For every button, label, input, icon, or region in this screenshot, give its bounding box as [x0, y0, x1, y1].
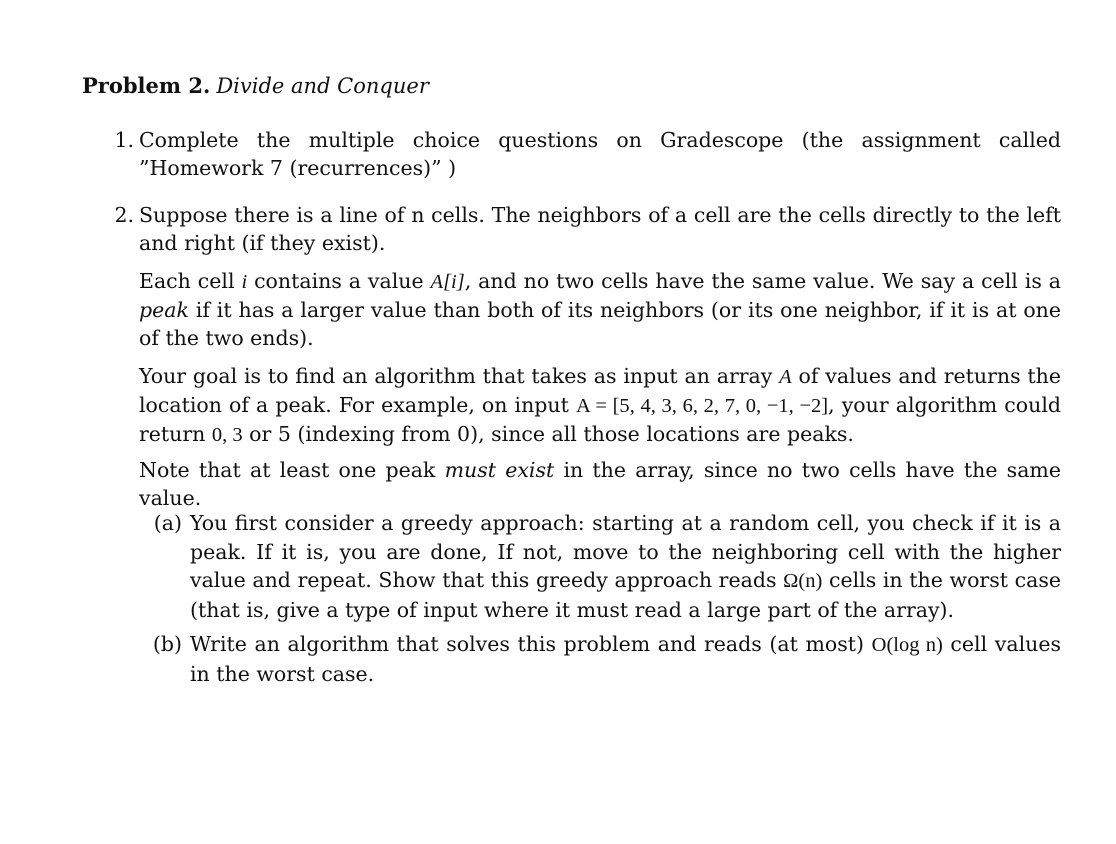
example-returns: 0, 3	[211, 424, 243, 446]
expr-o-log-n: O(log n)	[871, 634, 943, 656]
item-2-paragraph-4: Note that at least one peak must exist in the array, since no two cells have the same value.	[139, 458, 1061, 510]
expr-a-of-i: A[i]	[430, 271, 465, 293]
subitem-b-text: Write an algorithm that solves this problem and reads (at most) O(log n) cell values in the worst case.	[190, 632, 1061, 686]
var-a: A	[779, 366, 792, 388]
item-2-paragraph-1: Suppose there is a line of n cells. The neighbors of a cell are the cells directly to the left and right (if they exist).	[139, 203, 1061, 255]
subitem-a-label: (a)	[153, 511, 182, 535]
emph-must-exist: must exist	[444, 458, 555, 482]
expr-omega-n: Ω(n)	[783, 570, 823, 592]
var-i: i	[241, 271, 248, 293]
item-2-paragraph-2: Each cell i contains a value A[i], and no two cells have the same value. We say a cell is a peak if it has a larger value than both of its neighbors (or its one neighbor, if it is at one of the two ends).	[139, 269, 1062, 350]
problem-heading	[82, 72, 429, 100]
subitem-b-label: (b)	[152, 632, 182, 656]
term-peak: peak	[139, 298, 189, 322]
problem-label: Problem 2.	[82, 73, 211, 98]
item-1-text: Complete the multiple choice questions on Gradescope (the assignment called ”Homework 7 (recurrences)” )	[139, 128, 1061, 180]
item-2-paragraph-3: Your goal is to find an algorithm that takes as input an array A of values and returns the location of a peak. For example, on input A = [5, 4, 3, 6, 2, 7, 0, −1, −2], your algorithm could return 0, 3 or 5 (indexing from 0), since all those locations are peaks.	[139, 364, 1061, 446]
example-array: A = [5, 4, 3, 6, 2, 7, 0, −1, −2]	[575, 395, 829, 417]
subitem-a-text: You first consider a greedy approach: starting at a random cell, you check if it is a peak. If it is, you are done, If not, move to the neighboring cell with the higher value and repeat. Show that this greedy approach reads Ω(n) cells in the worst case (that is, give a type of input where it must read a large part of the array).	[190, 511, 1062, 622]
item-1-number: 1.	[114, 128, 134, 152]
problem-subtitle: Divide and Conquer	[216, 74, 429, 98]
item-2-number: 2.	[114, 203, 134, 227]
